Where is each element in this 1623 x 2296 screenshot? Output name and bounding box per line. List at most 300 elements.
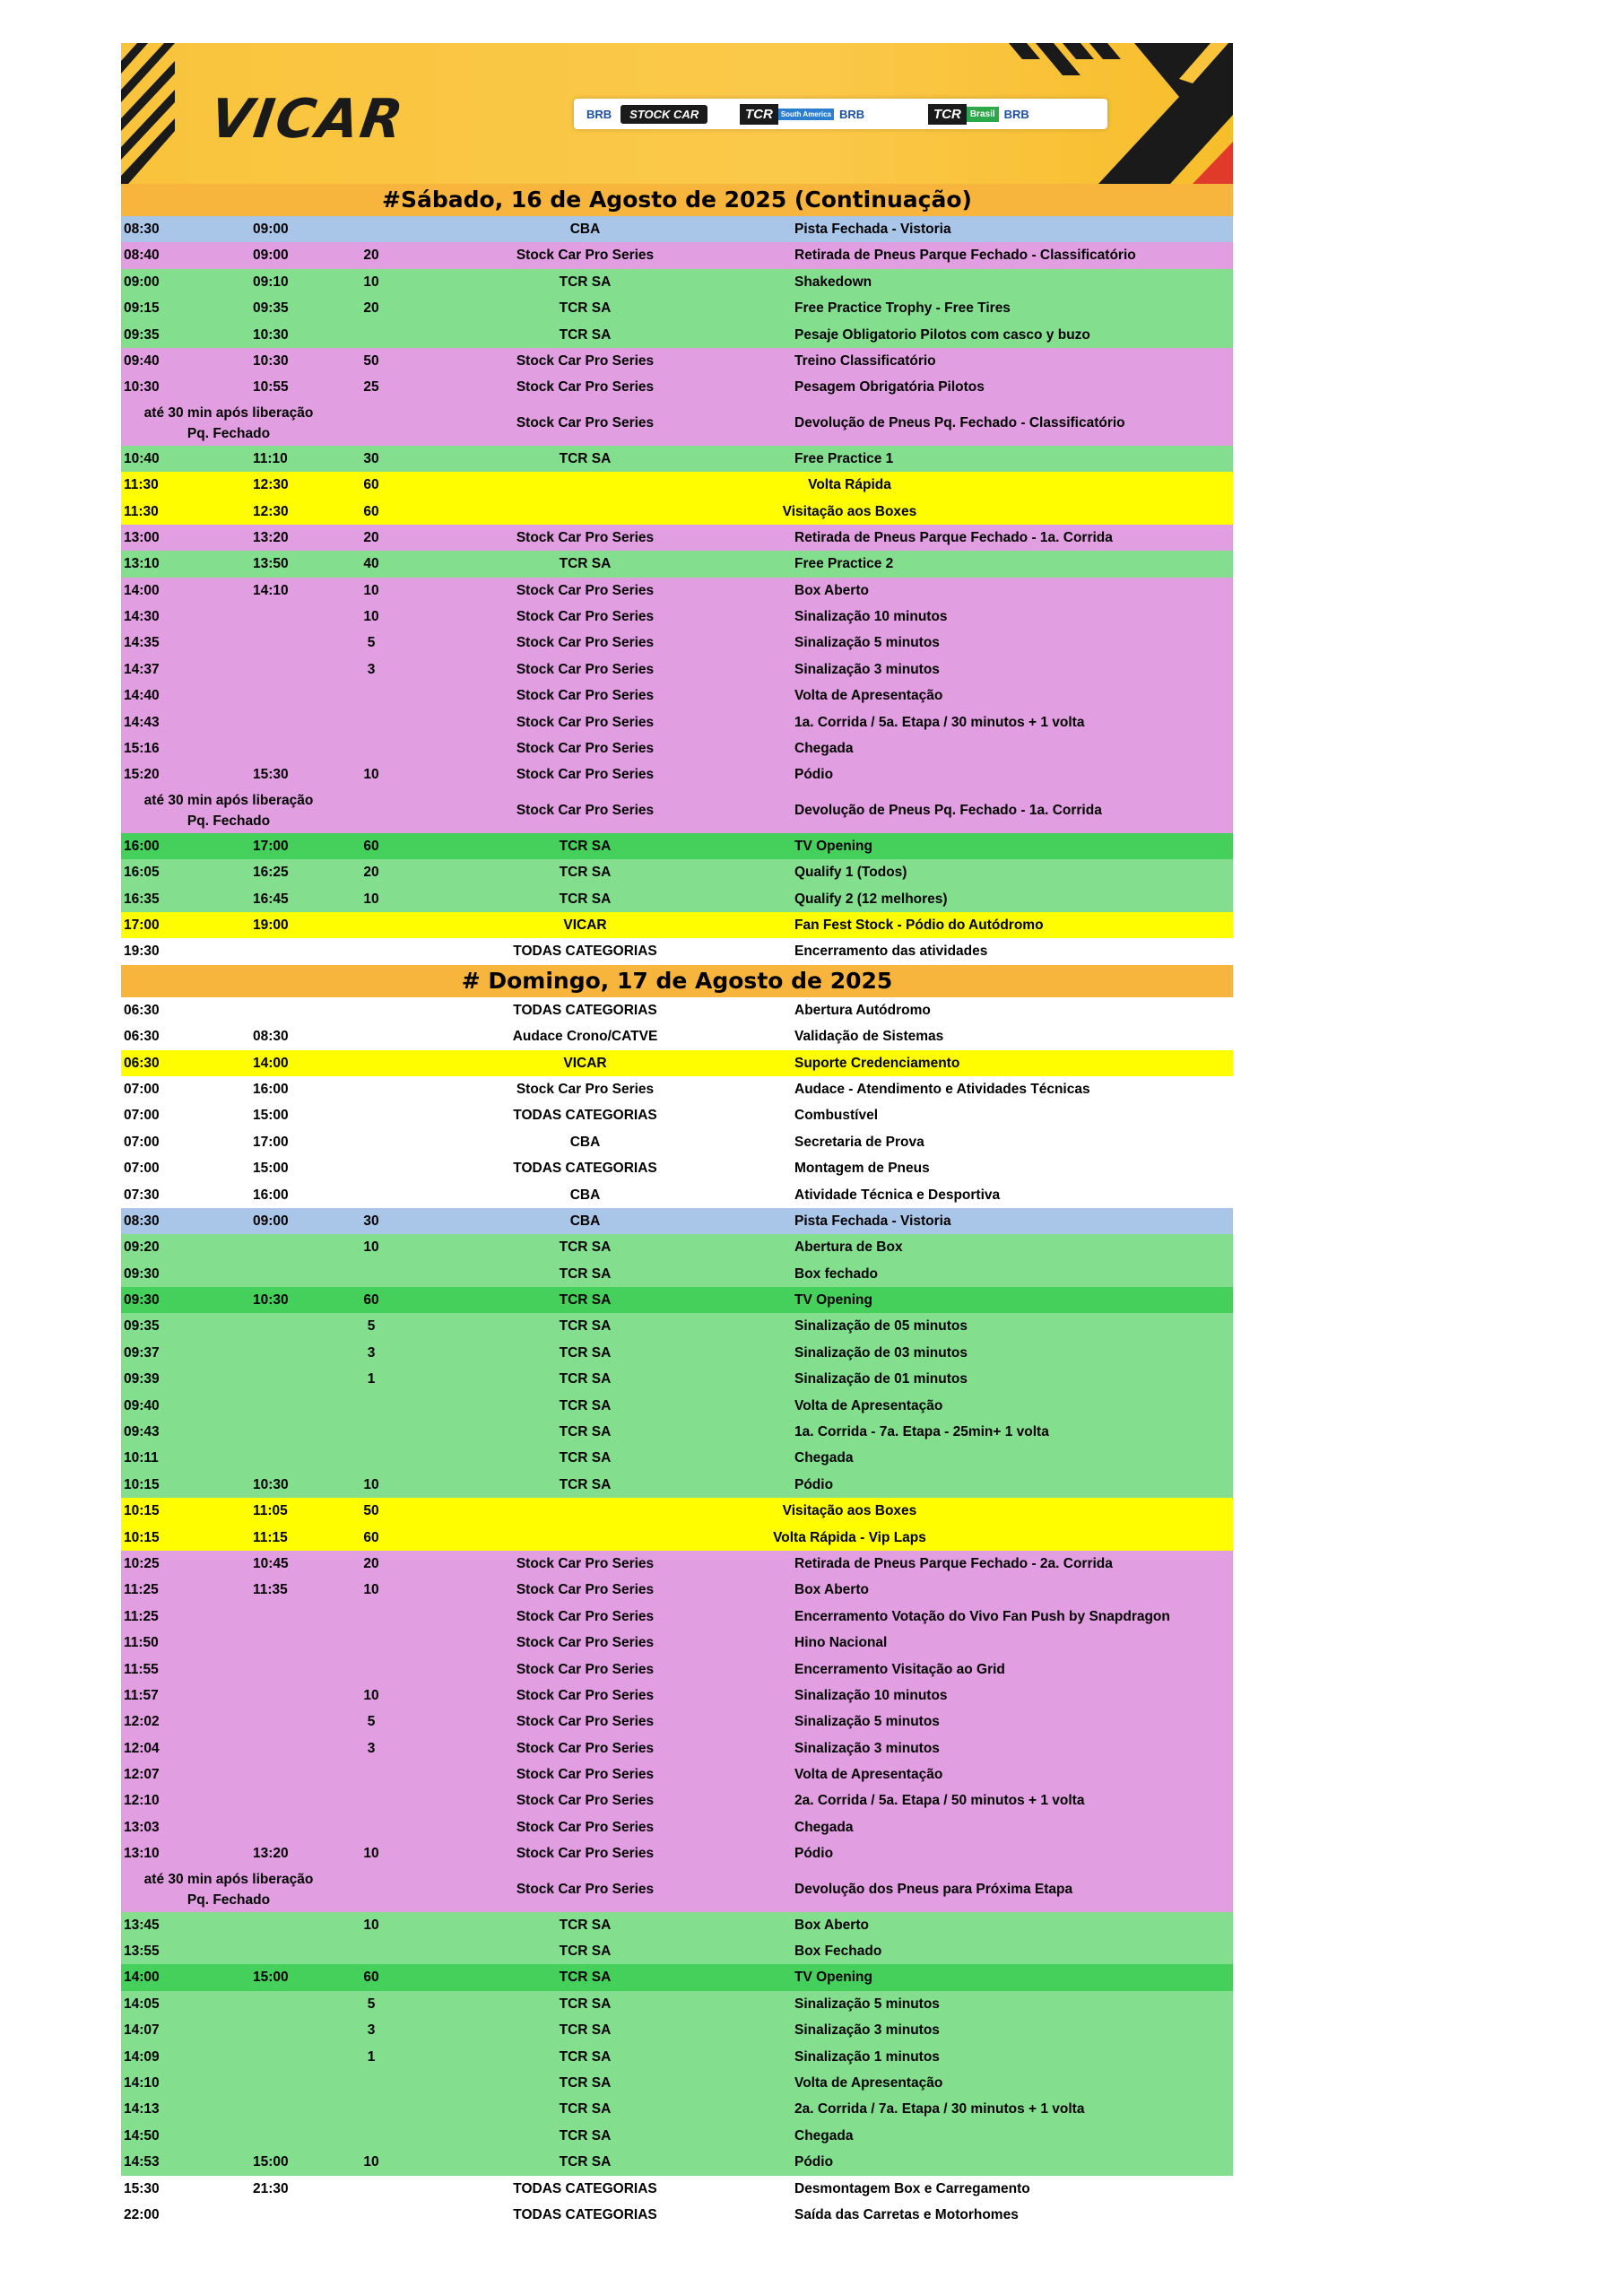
- category: Stock Car Pro Series: [516, 379, 655, 396]
- time-note-line: até 30 min após liberação: [143, 404, 314, 421]
- category: TCR SA: [559, 1450, 612, 1466]
- schedule-row: [121, 938, 1233, 964]
- activity: Treino Classificatório: [794, 352, 936, 369]
- activity: Devolução de Pneus Pq. Fechado - Classificatório: [794, 414, 1125, 430]
- category: CBA: [569, 1213, 601, 1229]
- end-time: 09:00: [253, 248, 289, 264]
- schedule-row: [121, 1102, 1233, 1128]
- category: TCR SA: [559, 326, 612, 343]
- activity: Suporte Credenciamento: [794, 1055, 960, 1071]
- activity: Sinalização 5 minutos: [794, 635, 940, 651]
- start-time: 09:35: [124, 326, 160, 343]
- schedule-row: [121, 1683, 1233, 1709]
- activity: Retirada de Pneus Parque Fechado - 2a. Corrida: [794, 1555, 1113, 1571]
- activity: Atividade Técnica e Desportiva: [794, 1187, 1001, 1203]
- schedule-row: [121, 1577, 1233, 1603]
- time-note-line: até 30 min após liberação: [143, 792, 314, 808]
- end-time: 17:00: [253, 1134, 289, 1150]
- duration: 3: [367, 1344, 376, 1361]
- category: TCR SA: [559, 1344, 612, 1361]
- end-time: 11:10: [253, 450, 288, 466]
- duration: 10: [363, 609, 379, 625]
- schedule-row: [121, 216, 1233, 242]
- start-time: 09:43: [124, 1424, 160, 1440]
- activity: Sinalização 10 minutos: [794, 1687, 948, 1703]
- duration: 60: [363, 503, 379, 519]
- duration: 10: [363, 1846, 379, 1862]
- schedule-row: [121, 2149, 1233, 2175]
- schedule-row: [121, 1155, 1233, 1181]
- start-time: 14:53: [124, 2154, 160, 2170]
- schedule-row: [121, 997, 1233, 1023]
- category: TCR SA: [559, 556, 612, 572]
- end-time: 10:55: [253, 379, 289, 396]
- category: Stock Car Pro Series: [516, 1661, 655, 1677]
- schedule-row: [121, 1023, 1233, 1049]
- activity: Encerramento Votação do Vivo Fan Push by Snapdragon: [794, 1608, 1170, 1624]
- category: Stock Car Pro Series: [516, 1793, 655, 1809]
- activity: Qualify 2 (12 melhores): [794, 891, 948, 907]
- schedule-row: [121, 1182, 1233, 1208]
- start-time: 14:30: [124, 609, 160, 625]
- schedule-row: [121, 833, 1233, 859]
- category: TCR SA: [559, 1292, 612, 1309]
- duration: 10: [363, 1476, 379, 1492]
- activity: Free Practice Trophy - Free Tires: [794, 300, 1011, 317]
- start-time: 07:00: [124, 1134, 160, 1150]
- duration: 10: [363, 1582, 379, 1598]
- activity: Encerramento Visitação ao Grid: [794, 1661, 1005, 1677]
- category: TCR SA: [559, 1371, 612, 1387]
- activity: Retirada de Pneus Parque Fechado - Classificatório: [794, 248, 1136, 264]
- start-time: 19:30: [124, 944, 160, 960]
- category: TCR SA: [559, 1424, 612, 1440]
- event-label: Visitação aos Boxes: [782, 1503, 917, 1519]
- duration: 60: [363, 1292, 379, 1309]
- category: TCR SA: [559, 1917, 612, 1933]
- duration: 5: [367, 1714, 376, 1730]
- start-time: 12:10: [124, 1793, 160, 1809]
- schedule-row: [121, 1445, 1233, 1471]
- duration: 60: [363, 477, 379, 493]
- schedule-row: [121, 1912, 1233, 1938]
- schedule-row: [121, 1472, 1233, 1498]
- activity: Montagem de Pneus: [794, 1161, 930, 1177]
- category: TCR SA: [559, 450, 612, 466]
- activity: 2a. Corrida / 7a. Etapa / 30 minutos + 1 volta: [794, 2101, 1085, 2118]
- end-time: 13:20: [253, 529, 289, 545]
- start-time: 11:50: [124, 1635, 159, 1651]
- activity: Sinalização de 03 minutos: [794, 1344, 968, 1361]
- vicar-logo: VICAR: [206, 88, 409, 151]
- category: VICAR: [563, 1055, 607, 1071]
- category: Stock Car Pro Series: [516, 741, 655, 757]
- category: Stock Car Pro Series: [516, 1819, 655, 1835]
- activity: Sinalização 3 minutos: [794, 1740, 940, 1756]
- schedule-row: [121, 2123, 1233, 2149]
- start-time: 12:02: [124, 1714, 160, 1730]
- start-time: 08:40: [124, 248, 160, 264]
- duration: 10: [363, 1687, 379, 1703]
- category: VICAR: [563, 917, 607, 933]
- schedule-row: [121, 1604, 1233, 1630]
- tcr-br-sub: Brasil: [967, 107, 999, 122]
- activity: Abertura de Box: [794, 1239, 903, 1256]
- activity: Qualify 1 (Todos): [794, 865, 907, 881]
- activity: 1a. Corrida - 7a. Etapa - 25min+ 1 volta: [794, 1424, 1049, 1440]
- schedule-row: [121, 1234, 1233, 1260]
- start-time: 09:39: [124, 1371, 160, 1387]
- schedule-row: [121, 859, 1233, 885]
- start-time: 15:16: [124, 741, 160, 757]
- start-time: 09:20: [124, 1239, 160, 1256]
- activity: TV Opening: [794, 1292, 872, 1309]
- category: Stock Car Pro Series: [516, 1687, 655, 1703]
- schedule-row: [121, 1419, 1233, 1445]
- activity: Sinalização 10 minutos: [794, 609, 948, 625]
- schedule-row: [121, 1313, 1233, 1339]
- duration: 30: [363, 1213, 379, 1229]
- activity: Box Aberto: [794, 582, 869, 598]
- start-time: 17:00: [124, 917, 160, 933]
- activity: TV Opening: [794, 838, 872, 854]
- category: TCR SA: [559, 274, 612, 290]
- category: TCR SA: [559, 1476, 612, 1492]
- end-time: 16:45: [253, 891, 289, 907]
- start-time: 11:55: [124, 1661, 159, 1677]
- schedule-row: [121, 1735, 1233, 1761]
- schedule-row: [121, 1340, 1233, 1366]
- schedule-row: [121, 1709, 1233, 1735]
- duration: 10: [363, 767, 379, 783]
- duration: 1: [367, 1371, 376, 1387]
- duration: 5: [367, 1318, 376, 1335]
- activity: Sinalização de 05 minutos: [794, 1318, 968, 1335]
- category: TCR SA: [559, 838, 612, 854]
- start-time: 14:37: [124, 661, 160, 677]
- activity: Chegada: [794, 1450, 854, 1466]
- stock-car-logo: STOCK CAR: [621, 105, 707, 124]
- time-note-line: Pq. Fechado: [187, 813, 271, 829]
- category: TCR SA: [559, 1265, 612, 1282]
- category: Stock Car Pro Series: [516, 688, 655, 704]
- category: Audace Crono/CATVE: [512, 1029, 658, 1045]
- end-time: 11:15: [253, 1529, 288, 1545]
- category: CBA: [569, 1187, 601, 1203]
- schedule-row: [121, 1551, 1233, 1577]
- category: TODAS CATEGORIAS: [513, 1108, 657, 1124]
- start-time: 09:30: [124, 1265, 160, 1282]
- end-time: 14:00: [253, 1055, 289, 1071]
- event-label: Volta Rápida - Vip Laps: [773, 1529, 926, 1545]
- schedule-row: [121, 525, 1233, 551]
- schedule-row: [121, 2202, 1233, 2228]
- brb-logo: BRB: [1003, 107, 1029, 121]
- duration: 30: [363, 450, 379, 466]
- category: TODAS CATEGORIAS: [513, 2180, 657, 2196]
- duration: 10: [363, 2154, 379, 2170]
- start-time: 14:00: [124, 1970, 160, 1986]
- schedule-row: [121, 401, 1233, 446]
- duration: 3: [367, 1740, 376, 1756]
- activity: Sinalização 3 minutos: [794, 661, 940, 677]
- activity: Box fechado: [794, 1265, 879, 1282]
- activity: Volta de Apresentação: [794, 1767, 943, 1783]
- time-note: [121, 790, 336, 831]
- schedule-row: [121, 242, 1233, 268]
- schedule-row: [121, 630, 1233, 656]
- category: TODAS CATEGORIAS: [513, 2206, 657, 2222]
- duration: 3: [367, 661, 376, 677]
- category: TCR SA: [559, 2154, 612, 2170]
- schedule-row: [121, 578, 1233, 604]
- end-time: 16:25: [253, 865, 289, 881]
- day-header: # Domingo, 17 de Agosto de 2025: [121, 965, 1233, 997]
- time-note: [121, 1869, 336, 1910]
- duration: 10: [363, 891, 379, 907]
- duration: 40: [363, 556, 379, 572]
- schedule-row: [121, 551, 1233, 577]
- schedule-row: [121, 2096, 1233, 2122]
- start-time: 13:45: [124, 1917, 160, 1933]
- schedule-row: [121, 657, 1233, 683]
- schedule-row: [121, 683, 1233, 709]
- schedule-row: [121, 1814, 1233, 1840]
- start-time: 09:30: [124, 1292, 160, 1309]
- schedule-page: [121, 43, 1233, 2228]
- end-time: 15:00: [253, 2154, 289, 2170]
- category: Stock Car Pro Series: [516, 1635, 655, 1651]
- duration: 60: [363, 838, 379, 854]
- duration: 5: [367, 635, 376, 651]
- activity: Sinalização 1 minutos: [794, 2048, 940, 2065]
- category: Stock Car Pro Series: [516, 714, 655, 730]
- category: TODAS CATEGORIAS: [513, 1161, 657, 1177]
- schedule-row: [121, 348, 1233, 374]
- duration: 5: [367, 1996, 376, 2012]
- category: TODAS CATEGORIAS: [513, 944, 657, 960]
- start-time: 12:07: [124, 1767, 160, 1783]
- end-time: 10:30: [253, 352, 289, 369]
- activity: Devolução dos Pneus para Próxima Etapa: [794, 1881, 1073, 1897]
- schedule-row: [121, 1287, 1233, 1313]
- start-time: 14:43: [124, 714, 160, 730]
- start-time: 14:50: [124, 2127, 160, 2144]
- duration: 20: [363, 300, 379, 317]
- end-time: 11:35: [253, 1582, 288, 1598]
- activity: Sinalização 5 minutos: [794, 1714, 940, 1730]
- end-time: 12:30: [253, 503, 289, 519]
- schedule-row: [121, 1208, 1233, 1234]
- category: TCR SA: [559, 1397, 612, 1413]
- time-note-line: até 30 min após liberação: [143, 1871, 314, 1887]
- schedule-row: [121, 446, 1233, 472]
- start-time: 11:30: [124, 503, 159, 519]
- duration: 50: [363, 352, 379, 369]
- start-time: 07:00: [124, 1108, 160, 1124]
- category: TCR SA: [559, 2022, 612, 2039]
- schedule-row: [121, 1991, 1233, 2017]
- hazard-stripes-icon: [121, 43, 175, 184]
- start-time: 13:03: [124, 1819, 160, 1835]
- start-time: 06:30: [124, 1055, 160, 1071]
- category: TCR SA: [559, 2101, 612, 2118]
- tcr-logo: TCR: [928, 104, 967, 125]
- duration: 20: [363, 865, 379, 881]
- start-time: 09:37: [124, 1344, 160, 1361]
- brb-logo: BRB: [839, 107, 865, 121]
- start-time: 13:00: [124, 529, 160, 545]
- schedule-row: [121, 374, 1233, 400]
- start-time: 15:20: [124, 767, 160, 783]
- activity: Sinalização de 01 minutos: [794, 1371, 968, 1387]
- category: Stock Car Pro Series: [516, 582, 655, 598]
- start-time: 13:55: [124, 1944, 160, 1960]
- end-time: 08:30: [253, 1029, 289, 1045]
- schedule-row: [121, 2070, 1233, 2096]
- schedule-row: [121, 1630, 1233, 1656]
- schedule-row: [121, 604, 1233, 630]
- start-time: 07:00: [124, 1161, 160, 1177]
- category: TCR SA: [559, 2075, 612, 2091]
- schedule-row: [121, 1761, 1233, 1787]
- start-time: 12:04: [124, 1740, 160, 1756]
- end-time: 15:30: [253, 767, 289, 783]
- header-banner: [121, 43, 1233, 184]
- activity: Free Practice 1: [794, 450, 894, 466]
- duration: 25: [363, 379, 379, 396]
- activity: Pódio: [794, 767, 834, 783]
- start-time: 11:57: [124, 1687, 159, 1703]
- category: TCR SA: [559, 2048, 612, 2065]
- category: Stock Car Pro Series: [516, 248, 655, 264]
- activity: Shakedown: [794, 274, 872, 290]
- category: Stock Car Pro Series: [516, 1608, 655, 1624]
- duration: 10: [363, 582, 379, 598]
- start-time: 07:00: [124, 1081, 160, 1097]
- schedule-row: [121, 269, 1233, 295]
- schedule-row: [121, 735, 1233, 761]
- start-time: 15:30: [124, 2180, 160, 2196]
- schedule-row: [121, 1366, 1233, 1392]
- start-time: 06:30: [124, 1029, 160, 1045]
- end-time: 19:00: [253, 917, 289, 933]
- sponsor-tcr-south-america: [740, 99, 864, 129]
- duration: 20: [363, 248, 379, 264]
- schedule-row: [121, 912, 1233, 938]
- schedule-row: [121, 1525, 1233, 1551]
- category: TCR SA: [559, 891, 612, 907]
- duration: 60: [363, 1529, 379, 1545]
- end-time: 15:00: [253, 1108, 289, 1124]
- end-time: 10:30: [253, 1292, 289, 1309]
- duration: 20: [363, 1555, 379, 1571]
- category: Stock Car Pro Series: [516, 1767, 655, 1783]
- activity: Audace - Atendimento e Atividades Técnicas: [794, 1081, 1090, 1097]
- activity: Sinalização 3 minutos: [794, 2022, 940, 2039]
- start-time: 14:10: [124, 2075, 160, 2091]
- schedule-row: [121, 1393, 1233, 1419]
- end-time: 12:30: [253, 477, 289, 493]
- duration: 10: [363, 1239, 379, 1256]
- schedule-row: [121, 1050, 1233, 1076]
- start-time: 14:13: [124, 2101, 160, 2118]
- activity: Volta de Apresentação: [794, 2075, 943, 2091]
- category: Stock Car Pro Series: [516, 802, 655, 818]
- schedule-row: [121, 886, 1233, 912]
- category: CBA: [569, 222, 601, 237]
- start-time: 07:30: [124, 1187, 160, 1203]
- category: TCR SA: [559, 1970, 612, 1986]
- start-time: 10:40: [124, 450, 160, 466]
- category: Stock Car Pro Series: [516, 352, 655, 369]
- tcr-sa-sub: South America: [778, 109, 834, 120]
- start-time: 16:35: [124, 891, 160, 907]
- schedule-row: [121, 499, 1233, 525]
- schedule-row: [121, 322, 1233, 348]
- start-time: 09:35: [124, 1318, 160, 1335]
- start-time: 06:30: [124, 1002, 160, 1018]
- activity: Encerramento das atividades: [794, 944, 988, 960]
- duration: 50: [363, 1503, 379, 1519]
- start-time: 10:15: [124, 1529, 160, 1545]
- activity: 2a. Corrida / 5a. Etapa / 50 minutos + 1 volta: [794, 1793, 1085, 1809]
- activity: Box Fechado: [794, 1944, 882, 1960]
- category: CBA: [569, 1134, 601, 1150]
- start-time: 10:15: [124, 1503, 160, 1519]
- end-time: 11:05: [253, 1503, 288, 1519]
- start-time: 11:25: [124, 1582, 159, 1598]
- start-time: 09:00: [124, 274, 160, 290]
- activity: Abertura Autódromo: [794, 1002, 931, 1018]
- end-time: 10:30: [253, 326, 289, 343]
- schedule-row: [121, 788, 1233, 833]
- activity: Chegada: [794, 2127, 854, 2144]
- start-time: 14:35: [124, 635, 160, 651]
- category: Stock Car Pro Series: [516, 1582, 655, 1598]
- activity: Free Practice 2: [794, 556, 894, 572]
- start-time: 11:30: [124, 477, 159, 493]
- schedule-row: [121, 1867, 1233, 1912]
- time-note: [121, 403, 336, 444]
- end-time: 15:00: [253, 1970, 289, 1986]
- end-time: 09:00: [253, 1213, 289, 1229]
- event-label: Volta Rápida: [808, 477, 891, 493]
- schedule-row: [121, 1498, 1233, 1524]
- end-time: 09:00: [253, 222, 289, 237]
- activity: Hino Nacional: [794, 1635, 888, 1651]
- category: Stock Car Pro Series: [516, 609, 655, 625]
- category: TCR SA: [559, 1996, 612, 2012]
- start-time: 08:30: [124, 1213, 160, 1229]
- activity: Retirada de Pneus Parque Fechado - 1a. Corrida: [794, 529, 1113, 545]
- start-time: 14:00: [124, 582, 160, 598]
- end-time: 09:10: [253, 274, 289, 290]
- activity: Pesagem Obrigatória Pilotos: [794, 379, 985, 396]
- schedule-row: [121, 1964, 1233, 1990]
- activity: Pódio: [794, 1846, 834, 1862]
- duration: 10: [363, 274, 379, 290]
- category: TCR SA: [559, 300, 612, 317]
- start-time: 14:07: [124, 2022, 160, 2039]
- schedule-row: [121, 1938, 1233, 1964]
- activity: Fan Fest Stock - Pódio do Autódromo: [794, 917, 1044, 933]
- category: Stock Car Pro Series: [516, 767, 655, 783]
- start-time: 11:25: [124, 1608, 159, 1624]
- category: Stock Car Pro Series: [516, 635, 655, 651]
- start-time: 08:30: [124, 222, 160, 237]
- end-time: 15:00: [253, 1161, 289, 1177]
